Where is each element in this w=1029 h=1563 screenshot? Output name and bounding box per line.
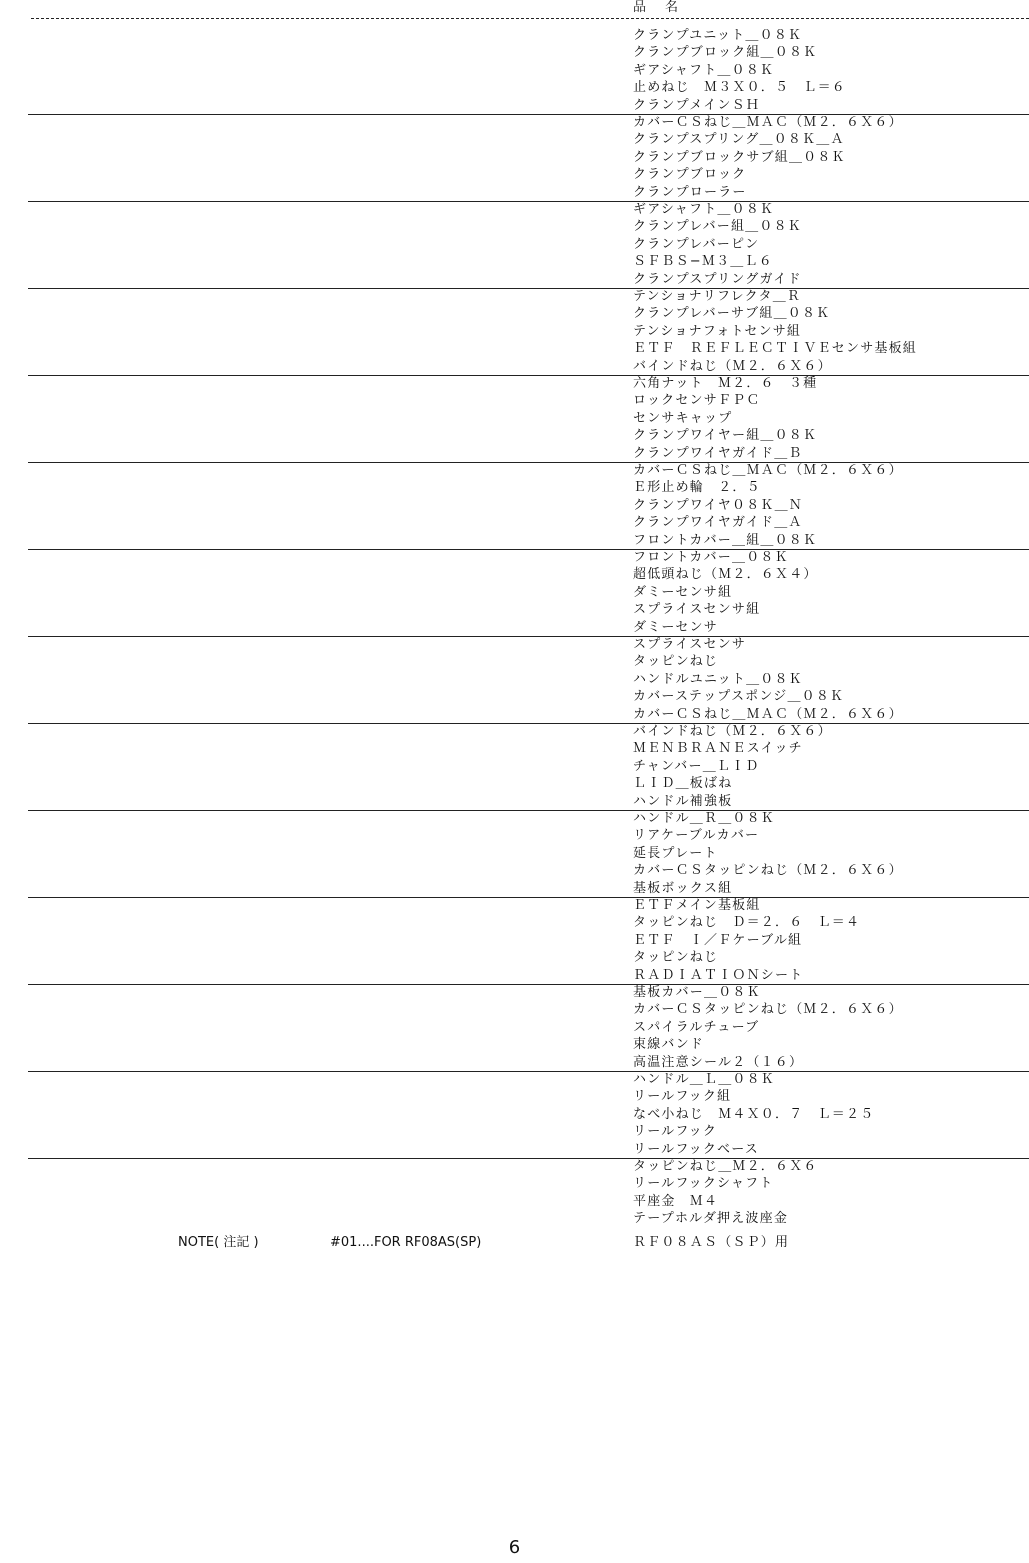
group-divider: [28, 288, 1029, 289]
part-group: [0, 723, 1029, 810]
group-divider: [28, 375, 1029, 376]
part-name: カバーステップスポンジ＿０８Ｋ: [633, 689, 845, 705]
part-name: フロントカバー＿組＿０８Ｋ: [633, 532, 818, 548]
group-divider: [28, 1158, 1029, 1159]
part-group: [0, 810, 1029, 897]
part-name: タッピンねじ: [633, 950, 719, 966]
part-name: カバーＣＳねじ＿ＭＡＣ（Ｍ２．６Ｘ６）: [633, 463, 903, 478]
part-name: ＳＦＢＳ−Ｍ３＿Ｌ６: [633, 254, 773, 270]
part-name: チャンバー＿ＬＩＤ: [633, 758, 760, 774]
part-name: クランプメインＳＨ: [633, 97, 761, 113]
header-dashed-divider: [31, 18, 1029, 19]
part-group: [0, 984, 1029, 1071]
part-group: [0, 462, 1029, 549]
part-name: クランプブロックサブ組＿０８Ｋ: [633, 149, 846, 165]
part-name: バインドねじ（Ｍ２．６Ｘ６）: [633, 724, 832, 739]
part-name: ハンドル補強板: [633, 793, 733, 809]
part-name: クランプスプリングガイド: [633, 271, 802, 287]
part-name: リールフック組: [633, 1089, 732, 1105]
group-divider: [28, 636, 1029, 637]
part-name: クランプブロック: [633, 167, 747, 183]
group-divider: [28, 810, 1029, 811]
part-group: [0, 201, 1029, 288]
part-name: リールフックベース: [633, 1141, 759, 1157]
group-divider: [28, 549, 1029, 550]
group-divider: [28, 1071, 1029, 1072]
part-name: ハンドル＿Ｌ＿０８Ｋ: [633, 1072, 776, 1087]
part-name: Ｅ形止め輪 ２．５: [633, 480, 761, 496]
part-name: カバーＣＳねじ＿ＭＡＣ（Ｍ２．６Ｘ６）: [633, 115, 903, 130]
page-number: 6: [508, 1537, 521, 1558]
part-name: クランプユニット＿０８Ｋ: [633, 28, 803, 43]
group-divider: [28, 723, 1029, 724]
group-divider: [28, 897, 1029, 898]
part-group: [0, 897, 1029, 984]
part-name: スプライスセンサ組: [633, 602, 761, 618]
part-name: クランプレバーサブ組＿０８Ｋ: [633, 306, 831, 322]
part-name: カバーＣＳねじ＿ＭＡＣ（Ｍ２．６Ｘ６）: [633, 706, 903, 722]
part-name: なべ小ねじ Ｍ４Ｘ０．７ Ｌ＝２５: [633, 1106, 875, 1122]
part-name: ギアシャフト＿０８Ｋ: [633, 62, 775, 78]
column-header-part-name: 品 名: [633, 0, 682, 15]
part-name: 六角ナット Ｍ２．６ ３種: [633, 376, 818, 391]
part-name: ギアシャフト＿０８Ｋ: [633, 202, 775, 217]
group-divider: [28, 201, 1029, 202]
part-name: ＥＴＦメイン基板組: [633, 898, 761, 913]
part-name: フロントカバー＿０８Ｋ: [633, 550, 789, 565]
part-name: カバーＣＳタッピンねじ（Ｍ２．６Ｘ６）: [633, 1002, 903, 1018]
part-group: [0, 114, 1029, 201]
part-name: ＭＥＮＢＲＡＮＥスイッチ: [633, 741, 803, 757]
part-name: 束線バンド: [633, 1037, 705, 1053]
note-code: #01....FOR RF08AS(SP): [330, 1235, 482, 1250]
part-name: 延長プレート: [633, 845, 718, 861]
part-name: リールフック: [633, 1124, 718, 1140]
part-group: [0, 375, 1029, 462]
part-name: リールフックシャフト: [633, 1176, 774, 1192]
part-name: カバーＣＳタッピンねじ（Ｍ２．６Ｘ６）: [633, 863, 903, 879]
part-group: [0, 636, 1029, 723]
part-name: リアケーブルカバー: [633, 828, 760, 844]
part-name: クランプワイヤー組＿０８Ｋ: [633, 428, 818, 444]
part-name: ＲＡＤＩＡＴＩＯＮシート: [633, 967, 804, 983]
part-name: 基板カバー＿０８Ｋ: [633, 985, 761, 1000]
part-name: 高温注意シール２（１６）: [633, 1054, 804, 1070]
part-name: クランプワイヤガイド＿Ａ: [633, 515, 803, 531]
part-name: テンショナフォトセンサ組: [633, 323, 802, 339]
note-description: ＲＦ０８ＡＳ（ＳＰ）用: [633, 1235, 790, 1250]
part-name: クランプワイヤ０８Ｋ＿Ｎ: [633, 497, 804, 513]
part-name: クランプワイヤガイド＿Ｂ: [633, 445, 803, 461]
part-name: スプライスセンサ: [633, 637, 747, 652]
part-name: クランプレバーピン: [633, 236, 760, 252]
part-name: 超低頭ねじ（Ｍ２．６Ｘ４）: [633, 567, 818, 583]
part-group: [0, 1071, 1029, 1158]
part-name: ダミーセンサ組: [633, 584, 733, 600]
part-name: クランプブロック組＿０８Ｋ: [633, 45, 818, 61]
part-name: クランプローラー: [633, 184, 747, 200]
part-name: 基板ボックス組: [633, 880, 733, 896]
part-name: センサキャップ: [633, 410, 733, 426]
part-name: ＬＩＤ＿板ばね: [633, 776, 733, 792]
part-name: ダミーセンサ: [633, 619, 718, 635]
part-name: タッピンねじ: [633, 654, 719, 670]
note-label: NOTE( 注記 ): [178, 1235, 259, 1250]
part-name: クランプスプリング＿０８Ｋ＿Ａ: [633, 132, 845, 148]
group-divider: [28, 984, 1029, 985]
part-name: タッピンねじ Ｄ＝２．６ Ｌ＝４: [633, 915, 861, 931]
part-group: [0, 288, 1029, 375]
part-name: バインドねじ（Ｍ２．６Ｘ６）: [633, 358, 832, 374]
part-name: 平座金 Ｍ４: [633, 1193, 719, 1209]
part-name: クランプレバー組＿０８Ｋ: [633, 219, 802, 235]
part-name: タッピンねじ＿Ｍ２．６Ｘ６: [633, 1159, 818, 1174]
part-group: [0, 549, 1029, 636]
part-name: ＥＴＦ ＲＥＦＬＥＣＴＩＶＥセンサ基板組: [633, 341, 918, 357]
part-name: 止めねじ Ｍ３Ｘ０．５ Ｌ＝６: [633, 80, 847, 96]
part-name: ＥＴＦ Ｉ／Ｆケーブル組: [633, 932, 803, 948]
part-name: ハンドル＿Ｒ＿０８Ｋ: [633, 811, 776, 826]
part-name: テープホルダ押え波座金: [633, 1211, 789, 1227]
part-name: テンショナリフレクタ＿Ｒ: [633, 289, 802, 304]
part-group: [0, 27, 1029, 114]
part-name: ロックセンサＦＰＣ: [633, 393, 761, 409]
part-group: [0, 1158, 1029, 1245]
part-name: スパイラルチューブ: [633, 1019, 760, 1035]
part-name: ハンドルユニット＿０８Ｋ: [633, 671, 803, 687]
